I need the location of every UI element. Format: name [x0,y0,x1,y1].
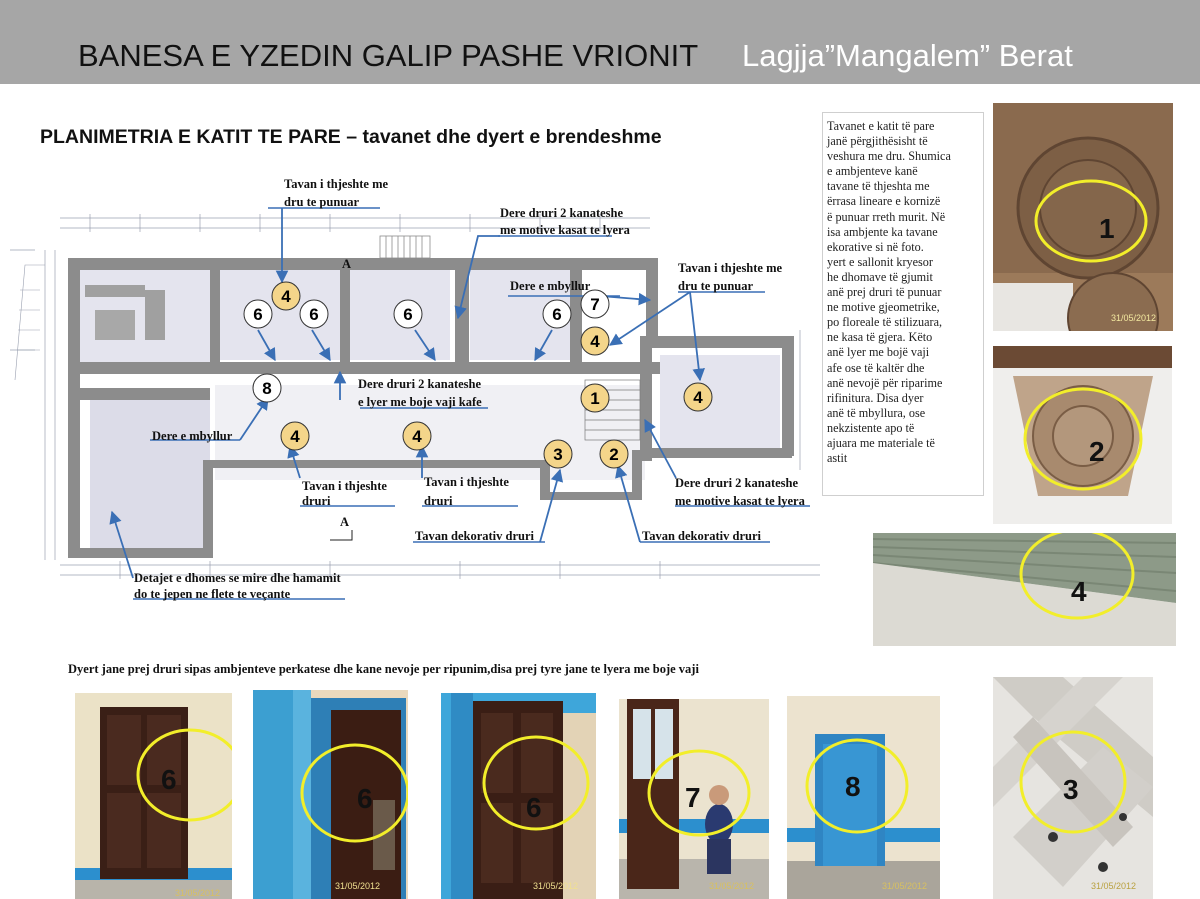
svg-text:4: 4 [290,427,300,446]
label-detajet-2: do te jepen ne flete te veçante [134,587,291,601]
marker-door-6b [300,300,328,328]
label-tavan-druri-2: druri [302,494,331,508]
marker-ceiling-4b [581,327,609,355]
marker-door-7 [581,290,609,318]
label-dere-mbyllur-b: Dere e mbyllur [152,429,233,443]
marker-ceiling-4c [684,383,712,411]
section-mark-bottom: A [340,515,350,529]
label-tavan-dekorativ-a: Tavan dekorativ druri [415,529,535,543]
marker-ceiling-4a [272,282,300,310]
svg-text:6: 6 [526,792,542,823]
label-dere-2k-kafe-2: e lyer me boje vaji kafe [358,395,482,409]
ceiling-photo-1 [993,103,1173,331]
location-title: Lagjja”Mangalem” Berat [742,38,1073,73]
svg-text:4: 4 [590,332,600,351]
label-tavan-druri-b-1: Tavan i thjeshte [424,475,509,489]
label-dere-2k-motive-b-1: Dere druri 2 kanateshe [675,476,799,490]
label-dere-mbyllur-a: Dere e mbyllur [510,279,591,293]
svg-text:6: 6 [552,305,562,324]
svg-text:1: 1 [1099,213,1115,244]
svg-text:31/05/2012: 31/05/2012 [709,881,755,891]
svg-text:6: 6 [253,305,263,324]
marker-ceiling-4e [403,422,431,450]
door-photo-e [787,696,940,899]
svg-text:1: 1 [590,389,600,408]
svg-text:2: 2 [609,445,619,464]
svg-text:4: 4 [281,287,291,306]
svg-text:31/05/2012: 31/05/2012 [533,881,579,891]
label-tavan-thjeshte-b-2: dru te punuar [678,279,754,293]
description-text: Tavanet e katit të pare janë përgjithësisht të veshura me dru. Shumica e ambjenteve kanë tavane të thjeshta me ërrasa lineare e kornizë ë punuar rreth murit. Në isa ambjente ka tavane ekorative si në foto. yert e sallonit kryesor he dhomave të gjumit anë prej druri të punuar ne motive gjeometrike, po floreale të stilizuara, ne kasa të gjera. Këto anë lyer me bojë vaji afe ose të kaltër dhe anë nevojë për riparime rifinitura. Disa dyer anë të mbyllura, ose nekzistente apo të ajuara me materiale të astit [822,112,984,496]
marker-door-8 [253,374,281,402]
label-tavan-thjeshte-a-2: dru te punuar [284,195,360,209]
svg-text:6: 6 [161,764,177,795]
ceiling-photo-4 [873,533,1176,646]
svg-text:31/05/2012: 31/05/2012 [175,888,221,898]
label-dere-2k-motive-a-2: me motive kasat te lyera [500,223,630,237]
label-tavan-druri-b-2: druri [424,494,453,508]
svg-text:6: 6 [309,305,319,324]
marker-ceiling-1 [581,384,609,412]
svg-text:2: 2 [1089,436,1105,467]
floor-plan [0,150,820,610]
label-dere-2k-kafe-1: Dere druri 2 kanateshe [358,377,482,391]
svg-text:7: 7 [685,782,701,813]
marker-ceiling-2 [600,440,628,468]
label-detajet-1: Detajet e dhomes se mire dhe hamamit [134,571,341,585]
door-photo-a [75,693,232,899]
svg-text:4: 4 [412,427,422,446]
label-tavan-druri-1: Tavan i thjeshte [302,479,387,493]
door-photo-b [253,690,408,899]
svg-text:4: 4 [693,388,703,407]
door-photo-c [441,693,596,899]
svg-text:31/05/2012: 31/05/2012 [1111,313,1157,323]
ceiling-photo-2 [993,346,1172,524]
plan-subtitle: PLANIMETRIA E KATIT TE PARE – tavanet dhe dyert e brendeshme [40,126,662,148]
svg-text:4: 4 [1071,576,1087,607]
door-photo-d [619,699,769,899]
marker-door-6a [244,300,272,328]
svg-text:31/05/2012: 31/05/2012 [1091,881,1137,891]
label-tavan-thjeshte-b-1: Tavan i thjeshte me [678,261,783,275]
top-stair [380,236,430,258]
svg-text:8: 8 [262,379,272,398]
page-title: BANESA E YZEDIN GALIP PASHE VRIONIT [78,38,699,73]
marker-ceiling-3 [544,440,572,468]
marker-door-6d [543,300,571,328]
label-dere-2k-motive-b-2: me motive kasat te lyera [675,494,805,508]
svg-text:31/05/2012: 31/05/2012 [335,881,381,891]
svg-text:6: 6 [357,783,373,814]
svg-text:7: 7 [590,295,600,314]
label-tavan-dekorativ-b: Tavan dekorativ druri [642,529,762,543]
label-tavan-thjeshte-a-1: Tavan i thjeshte me [284,177,389,191]
svg-text:3: 3 [1063,774,1079,805]
left-stair [15,265,45,380]
section-mark-top: A [342,257,352,271]
svg-text:8: 8 [845,771,861,802]
svg-text:3: 3 [553,445,563,464]
marker-ceiling-4d [281,422,309,450]
label-dere-2k-motive-a-1: Dere druri 2 kanateshe [500,206,624,220]
svg-text:31/05/2012: 31/05/2012 [882,881,928,891]
svg-text:6: 6 [403,305,413,324]
marker-door-6c [394,300,422,328]
header-bar [0,0,1200,84]
doors-caption: Dyert jane prej druri sipas ambjenteve perkatese dhe kane nevoje per ripunim,disa prej tyre jane te lyera me boje vaji [68,662,699,676]
ceiling-photo-3 [993,677,1153,899]
room-floors [80,270,780,550]
